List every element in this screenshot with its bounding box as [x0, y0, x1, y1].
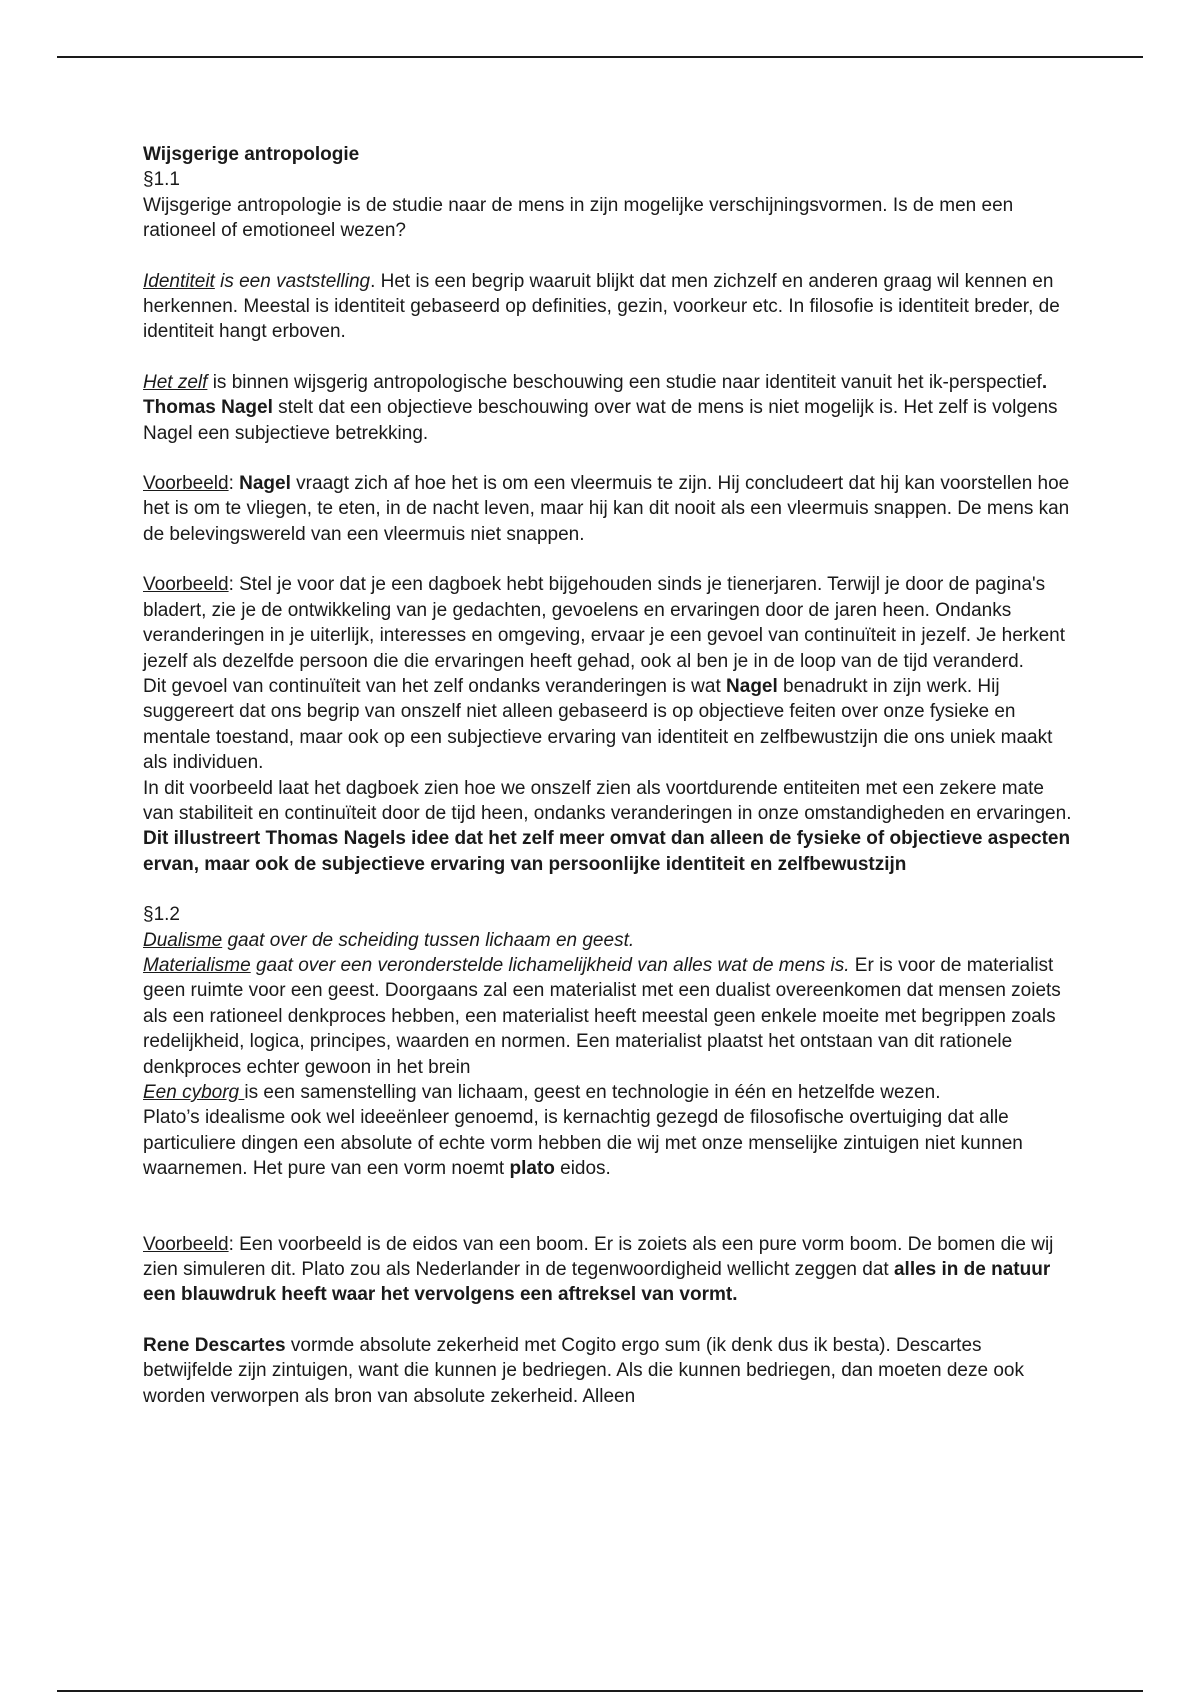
- cyborg-paragraph: Een cyborg is een samenstelling van lichaam, geest en technologie in één en hetzelfde wezen.: [143, 1082, 941, 1103]
- identiteit-term: Identiteit: [143, 270, 215, 292]
- intro-paragraph: Wijsgerige antropologie is de studie naar de mens in zijn mogelijke verschijningsvormen. Is de men een rationeel of emotioneel wezen?: [143, 194, 1014, 242]
- document-body: [143, 142, 1073, 1409]
- dualisme-term: Dualisme: [143, 929, 223, 951]
- footer-rule: [57, 1690, 1143, 1692]
- voorbeeld-label: Voorbeeld: [143, 574, 229, 596]
- section-heading-1-1: §1.1: [143, 169, 180, 191]
- voorbeeld-label: Voorbeeld: [143, 473, 229, 495]
- identiteit-paragraph: Identiteit is een vaststelling. Het is een begrip waaruit blijkt dat men zichzelf en anderen graag wil kennen en herkennen. Meestal is identiteit gebaseerd op definities, gezin, voorkeur etc. In filosofie is identiteit breder, de identiteit hangt erboven.: [143, 270, 1060, 343]
- plato-paragraph: Plato’s idealisme ook wel ideeënleer genoemd, is kernachtig gezegd de filosofische overtuiging dat alle particuliere dingen een absolute of echte vorm hebben die wij met onze menselijke zintuigen niet kunnen waarnemen. Het pure van een vorm noemt plato eidos.: [143, 1107, 1023, 1180]
- zelf-paragraph: Het zelf is binnen wijsgerig antropologische beschouwing een studie naar identiteit vanuit het ik-perspectief. Thomas Nagel stelt dat een objectieve beschouwing over wat de mens is niet mogelijk is. Het zelf is volgens Nagel een subjectieve betrekking.: [143, 371, 1058, 444]
- section-heading-1-2: §1.2: [143, 904, 180, 926]
- materialisme-paragraph: Materialisme gaat over een veronderstelde lichamelijkheid van alles wat de mens is. Er is voor de materialist geen ruimte voor een geest. Doorgaans zal een materialist met een dualist overeenkomen dat mensen zoiets als een rationeel denkproces hebben, een materialist heeft meestal geen enkele moeite met begrippen zoals redelijkheid, logica, principes, waarden en normen. Een materialist plaatst het ontstaan van dit rationele denkproces echter gewoon in het brein: [143, 954, 1061, 1078]
- voorbeeld-eidos-paragraph: Voorbeeld: Een voorbeeld is de eidos van een boom. Er is zoiets als een pure vorm boom. De bomen die wij zien simuleren dit. Plato zou als Nederlander in de tegenwoordigheid wellicht zeggen dat alles in de natuur een blauwdruk heeft waar het vervolgens een aftreksel van vormt.: [143, 1233, 1054, 1306]
- dualisme-paragraph: Dualisme gaat over de scheiding tussen lichaam en geest.: [143, 929, 635, 951]
- descartes-paragraph: Rene Descartes vormde absolute zekerheid met Cogito ergo sum (ik denk dus ik besta). Descartes betwijfelde zijn zintuigen, want die kunnen je bedriegen. Als die kunnen bedriegen, dan moeten deze ook worden verworpen als bron van absolute zekerheid. Alleen: [143, 1334, 1024, 1407]
- cyborg-term: Een cyborg: [143, 1082, 245, 1103]
- voorbeeld-nagel-paragraph: Voorbeeld: Nagel vraagt zich af hoe het is om een vleermuis te zijn. Hij concludeert dat hij kan voorstellen hoe het is om te vliegen, te eten, in de nacht leven, maar hij kan dit nooit als een vleermuis snappen. De mens kan de belevingswereld van een vleermuis niet snappen.: [143, 473, 1070, 545]
- header-rule: [57, 56, 1143, 58]
- zelf-term: Het zelf: [143, 371, 208, 393]
- continuiteit-paragraph: Dit gevoel van continuïteit van het zelf ondanks veranderingen is wat Nagel benadrukt in zijn werk. Hij suggereert dat ons begrip van onszelf niet alleen gebaseerd is op objectieve feiten over onze fysieke en mentale toestand, maar ook op een subjectieve ervaring van identiteit en zelfbewustzijn die ons uniek maakt als individuen.: [143, 675, 1053, 774]
- dagboek-conclusie-paragraph: In dit voorbeeld laat het dagboek zien hoe we onszelf zien als voortdurende entiteiten met een zekere mate van stabiliteit en continuïteit door de tijd heen, ondanks veranderingen in onze omstandigheden en ervaringen. Dit illustreert Thomas Nagels idee dat het zelf meer omvat dan alleen de fysieke of objectieve aspecten ervan, maar ook de subjectieve ervaring van persoonlijke identiteit en zelfbewustzijn: [143, 777, 1072, 875]
- materialisme-term: Materialisme: [143, 954, 251, 976]
- document-title: Wijsgerige antropologie: [143, 144, 360, 165]
- voorbeeld-dagboek-paragraph: Voorbeeld: Stel je voor dat je een dagboek hebt bijgehouden sinds je tienerjaren. Terwijl je door de pagina's bladert, zie je de ontwikkeling van je gedachten, gevoelens en ervaringen door de jaren heen. Ondanks veranderingen in je uiterlijk, interesses en omgeving, ervaar je een gevoel van continuïteit in jezelf. Je herkent jezelf als dezelfde persoon die die ervaringen heeft gehad, ook al ben je in de loop van de tijd veranderd.: [143, 574, 1066, 672]
- voorbeeld-label: Voorbeeld: [143, 1233, 229, 1255]
